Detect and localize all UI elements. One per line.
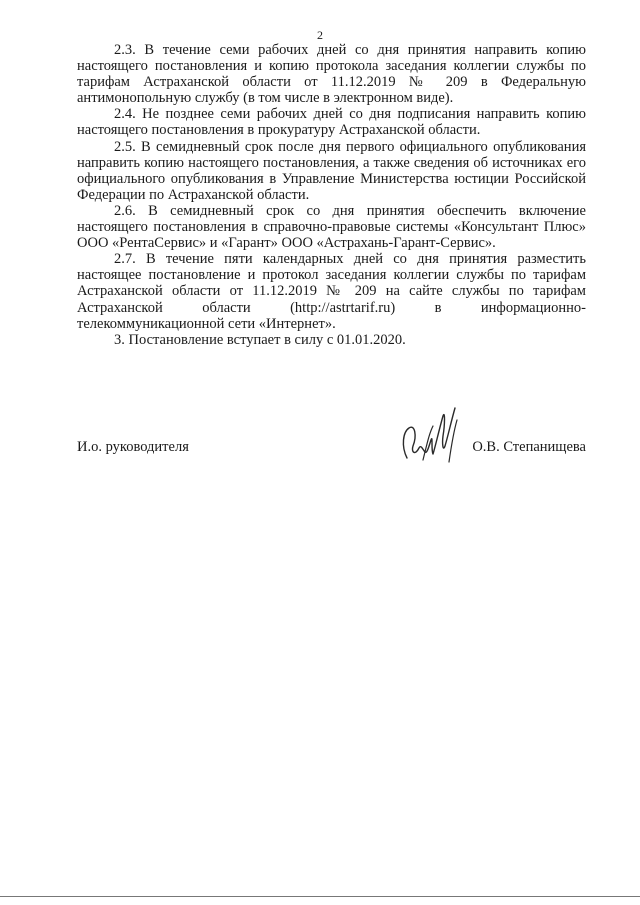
signatory-role: И.о. руководителя bbox=[77, 439, 189, 455]
paragraph-2-5: 2.5. В семидневный срок после дня первого официального опубликования направить копию настоящего постановления, а также сведения об источниках его официального опубликования в Управление Министерства юстиции Российской Федерации по Астраханской области. bbox=[77, 138, 586, 203]
paragraph-2-7: 2.7. В течение пяти календарных дней со дня принятия разместить настоящее постановление и протокол заседания коллегии службы по тарифам Астраханской области от 11.12.2019 № 209 на сайте службы по тарифам Астраханской области (http://astrtarif.ru) в информационно-телекоммуникационной сети «Интернет». bbox=[77, 251, 586, 332]
paragraph-2-6: 2.6. В семидневный срок со дня принятия обеспечить включение настоящего постановления в справочно-правовые системы «Консультант Плюс» ООО «РентаСервис» и «Гарант» ООО «Астрахань-Гарант-Сервис». bbox=[77, 202, 586, 252]
bottom-rule bbox=[0, 896, 640, 897]
paragraph-2-4: 2.4. Не позднее семи рабочих дней со дня подписания направить копию настоящего постановления в прокуратуру Астраханской области. bbox=[77, 106, 586, 139]
signatory-name: О.В. Степанищева bbox=[472, 439, 586, 455]
handwritten-signature bbox=[393, 400, 463, 468]
signature-block bbox=[77, 400, 586, 470]
page-number: 2 bbox=[317, 28, 323, 42]
paragraph-2-3: 2.3. В течение семи рабочих дней со дня принятия направить копию настоящего постановления и копию протокола заседания коллегии службы по тарифам Астраханской области от 11.12.2019 № 209 в Федеральную антимонопольную службу (в том числе в электронном виде). bbox=[77, 42, 586, 107]
document-body bbox=[77, 42, 586, 348]
paragraph-3: 3. Постановление вступает в силу с 01.01.2020. bbox=[114, 331, 406, 348]
